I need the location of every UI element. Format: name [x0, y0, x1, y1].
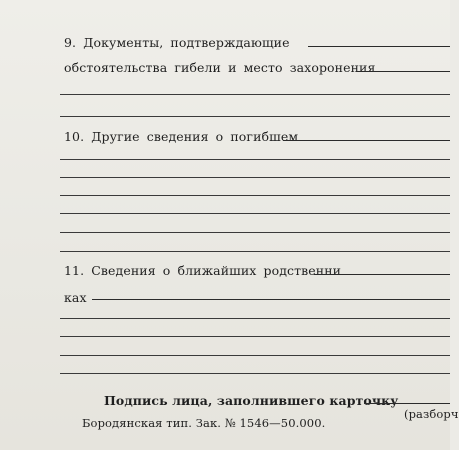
printer-imprint: Бородянская тип. Зак. № 1546—50.000. [82, 416, 326, 430]
item-10-label: 10. Другие сведения о погибшем [64, 129, 299, 144]
item-9-line-2[interactable] [356, 71, 450, 72]
signature-label: Подпись лица, заполнившего карточку [104, 393, 399, 408]
item-10-line-4[interactable] [60, 195, 450, 196]
item-10-line-7[interactable] [60, 251, 450, 252]
item-11-line-3[interactable] [60, 318, 450, 319]
item-9-line-3[interactable] [60, 94, 450, 95]
item-11-line-1[interactable] [314, 274, 450, 275]
item-9-line-1[interactable] [308, 46, 450, 47]
item-11-line-4[interactable] [60, 336, 450, 337]
item-10-line-5[interactable] [60, 213, 450, 214]
signature-line[interactable] [364, 403, 450, 404]
item-10-line-1[interactable] [283, 140, 450, 141]
item-11-line-5[interactable] [60, 355, 450, 356]
item-11-line-2[interactable] [92, 299, 450, 300]
item-9-line-4[interactable] [60, 116, 450, 117]
item-10-line-3[interactable] [60, 177, 450, 178]
item-10-line-2[interactable] [60, 159, 450, 160]
item-9-label-cont: обстоятельства гибели и место захоронения [64, 60, 376, 75]
item-11-label: 11. Сведения о ближайших родственни [64, 263, 342, 278]
item-11-label-cont: ках [64, 290, 87, 305]
signature-hint: (разборч [404, 407, 459, 421]
item-10-line-6[interactable] [60, 232, 450, 233]
item-11-line-6[interactable] [60, 373, 450, 374]
item-9-label: 9. Документы, подтверждающие [64, 35, 290, 50]
